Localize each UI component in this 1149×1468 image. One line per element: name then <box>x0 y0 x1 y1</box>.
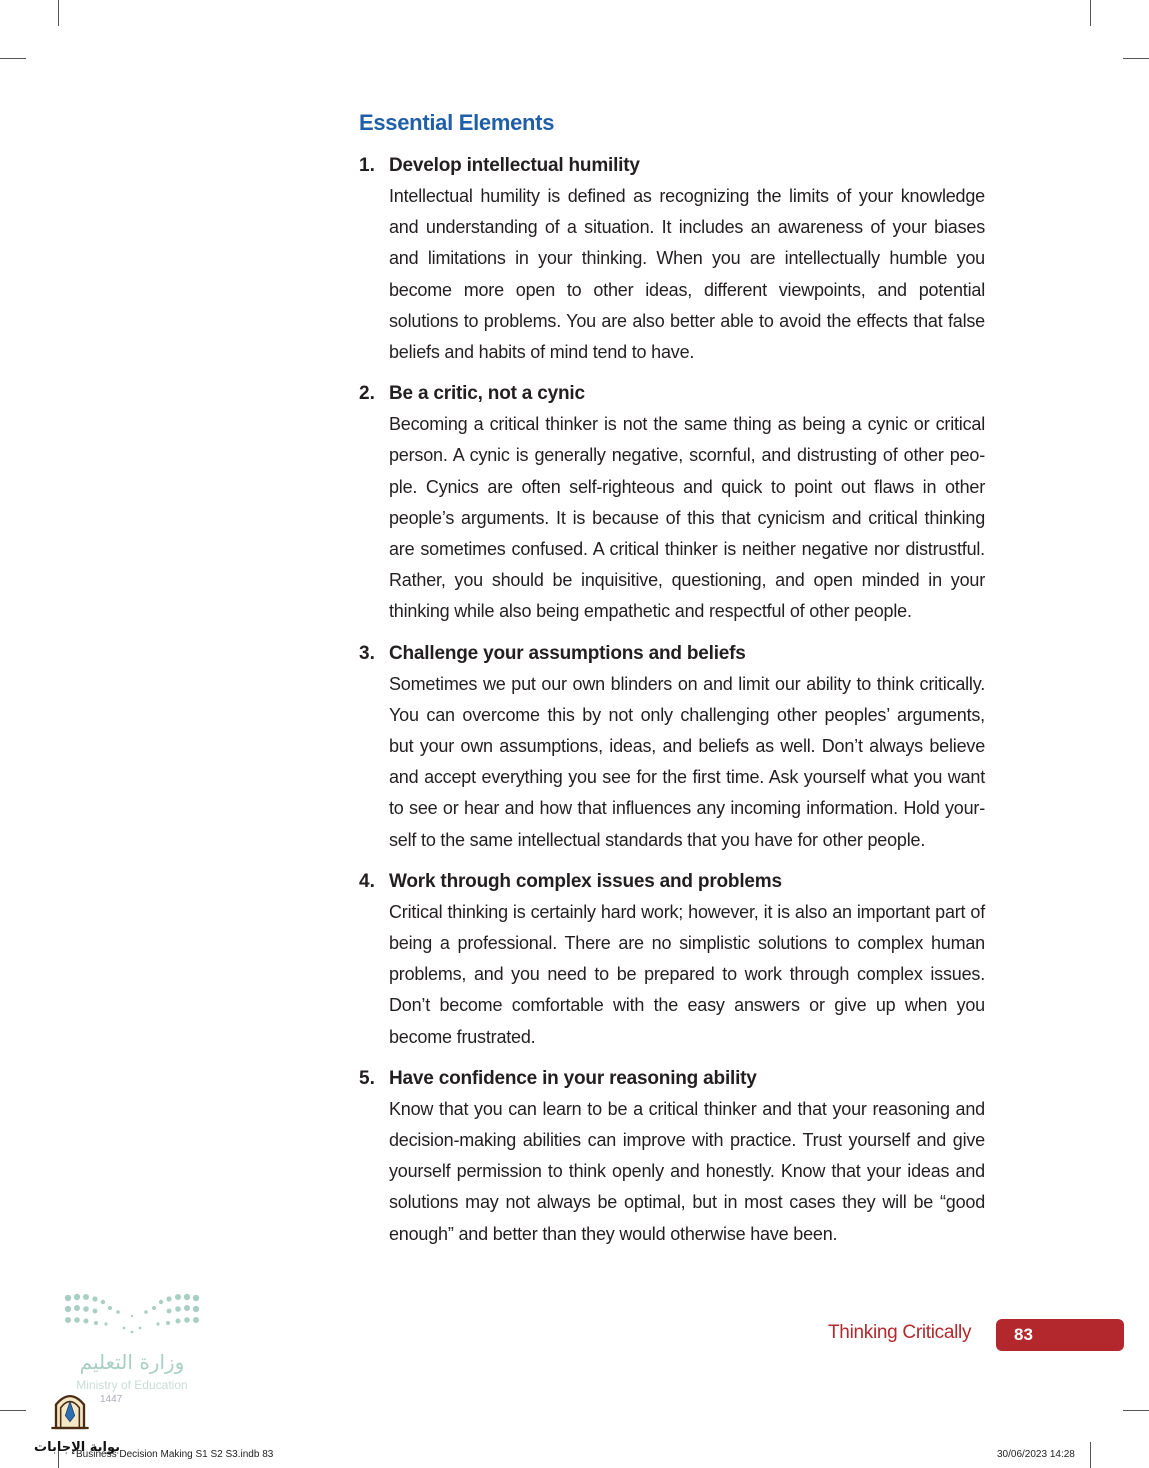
item-number: 3. <box>359 642 375 664</box>
file-slug: Business Decision Making S1 S2 S3.indb 83 <box>76 1449 274 1460</box>
item-title: Have confidence in your reasoning ability <box>389 1067 757 1089</box>
item-title: Develop intellectual humility <box>389 155 640 176</box>
answers-portal-logo-icon <box>30 1386 110 1442</box>
list-item <box>359 378 985 627</box>
file-timestamp: 30/06/2023 14:28 <box>997 1449 1075 1460</box>
answers-portal-name: بوابة الإجابات <box>34 1440 120 1455</box>
ministry-english-name: Ministry of Education <box>76 1378 188 1392</box>
item-number: 4. <box>359 870 375 892</box>
crop-mark <box>1123 58 1149 59</box>
crop-mark <box>1090 1442 1091 1468</box>
crop-mark <box>1090 0 1091 26</box>
list-item <box>359 638 985 856</box>
crop-mark <box>0 1410 26 1411</box>
list-item <box>359 1063 985 1250</box>
ministry-year: 1447 <box>100 1394 123 1405</box>
main-content <box>359 110 985 1260</box>
ministry-arabic-name: وزارة التعليم <box>79 1350 185 1374</box>
page-number: 83 <box>1014 1325 1033 1344</box>
crop-mark <box>58 0 59 26</box>
item-body: Know that you can learn to be a critical thinker and that your reasoning and decision-making abilities can improve with practice. Trust yourself and give yourself permission to think openly and honestly. Know that your ideas and solutions may not always be optimal, but in most cases they will be “good enough” and better than they would otherwise have been. <box>389 1098 985 1244</box>
item-number: 2. <box>359 383 375 405</box>
item-title: Work through complex issues and problems <box>389 870 782 892</box>
crop-mark <box>1123 1410 1149 1411</box>
footer-section-title: Thinking Critically <box>828 1322 972 1343</box>
ministry-dots-icon <box>62 1290 202 1338</box>
page-number-tab <box>996 1319 1124 1351</box>
item-body: Intellectual humility is defined as recognizing the limits of your knowledge and understanding of a situation. It includes an awareness of your biases and limitations in your thinking. When you are intellectually humble you become more open to other ideas, different viewpoints, and potential solutions to problems. You are also better able to avoid the effects that false beliefs and habits of mind tend to have. <box>389 186 985 363</box>
item-title: Be a critic, not a cynic <box>389 383 585 405</box>
section-heading: Essential Elements <box>359 110 555 135</box>
item-number: 5. <box>359 1067 375 1089</box>
crop-mark <box>0 58 26 59</box>
item-body: Becoming a critical thinker is not the same thing as being a cynic or critical person. A cynic is generally negative, scornful, and distrusting of other peo-ple. Cynics are often self-righteous and quick to point out flaws in other people’s arguments. It is because of this that cynicism and critical thinking are sometimes confused. A critical thinker is neither negative nor distrustful. Rather, you should be inquisitive, questioning, and open minded in your thinking while also being empathetic and respectful of other people. <box>389 414 985 622</box>
item-body: Critical thinking is certainly hard work; however, it is also an important part of being a professional. There are no simplistic solutions to complex human problems, and you need to be prepared to work through complex issues. Don’t become comfortable with the easy answers or give up when you become frustrated. <box>389 901 985 1047</box>
list-item <box>359 150 985 368</box>
item-number: 1. <box>359 155 375 176</box>
list-item <box>359 866 985 1053</box>
item-title: Challenge your assumptions and beliefs <box>389 642 746 664</box>
item-body: Sometimes we put our own blinders on and limit our ability to think critically. You can overcome this by not only challenging other peoples’ arguments, but your own assumptions, ideas, and beliefs as well. Don’t always believe and accept everything you see for the first time. Ask yourself what you want to see or hear and how that influences any incoming information. Hold your-self to the same intellectual standards that you have for other people. <box>389 673 985 850</box>
